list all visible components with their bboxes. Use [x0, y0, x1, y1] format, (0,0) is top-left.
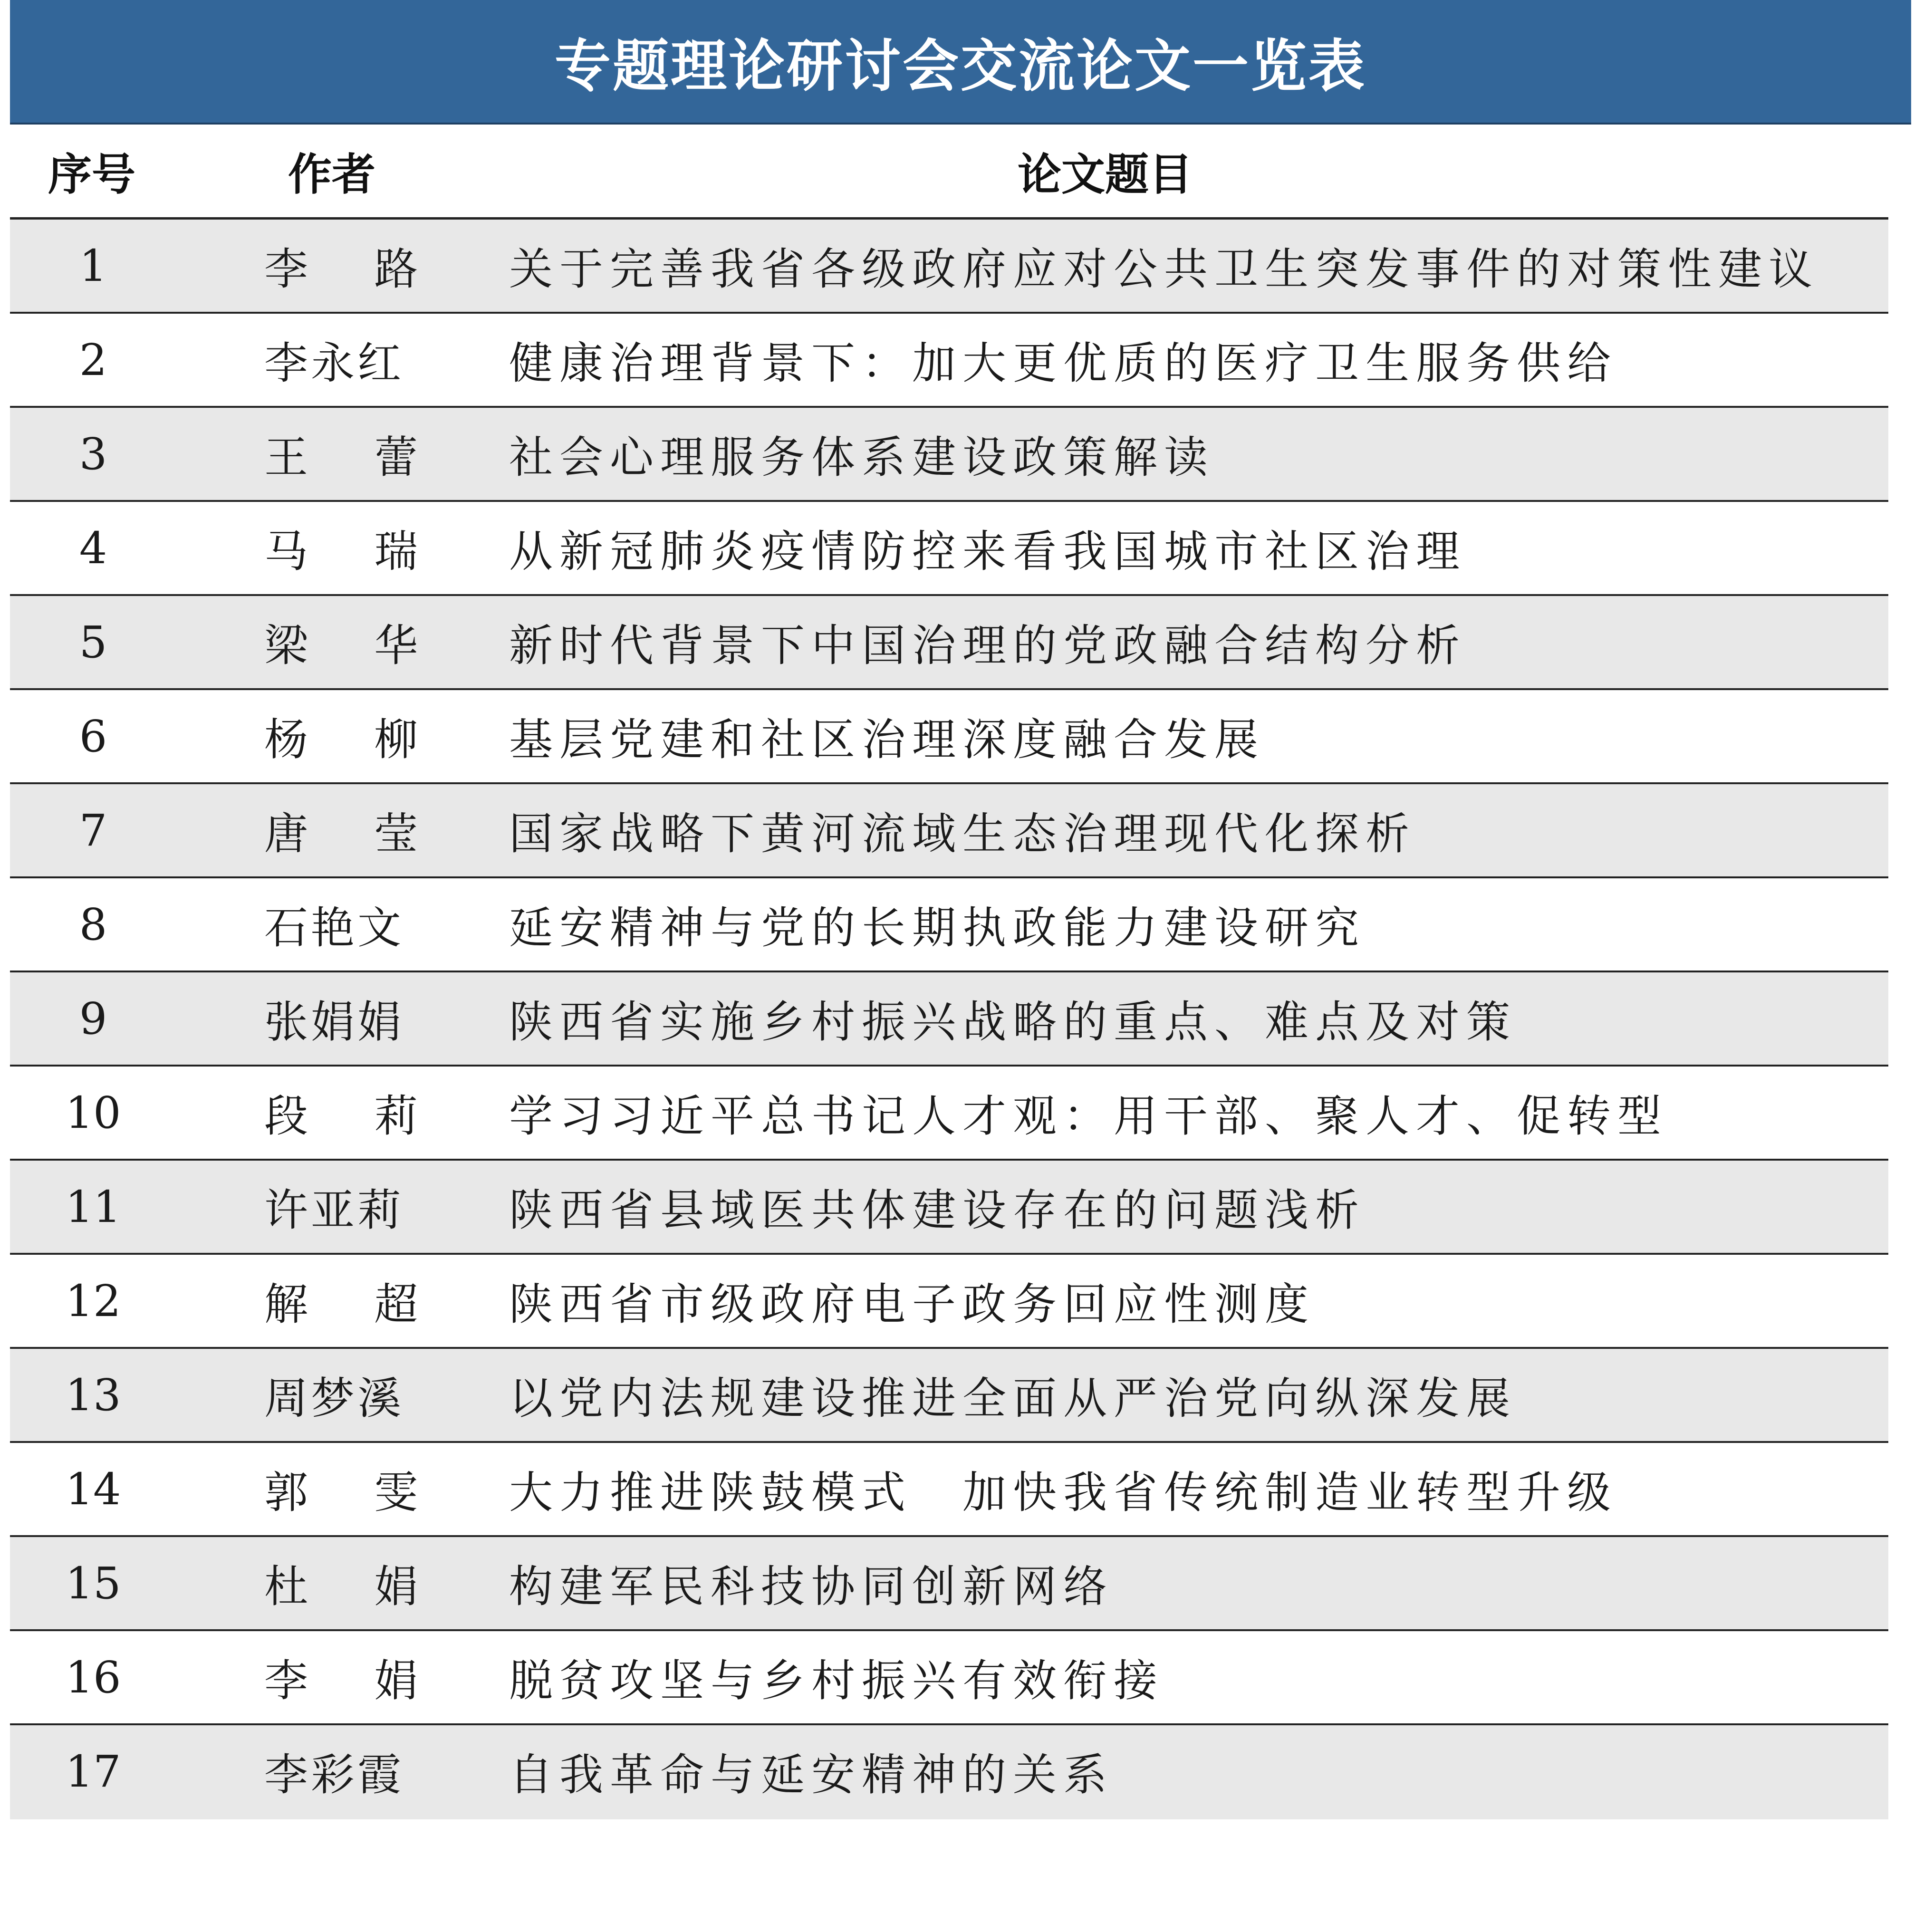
row-paper-title: 学习习近平总书记人才观：用干部、聚人才、促转型	[509, 1091, 1668, 1142]
row-author: 梁 华	[264, 620, 421, 671]
table-row	[10, 690, 1888, 784]
row-number: 14	[65, 1463, 121, 1515]
header-author: 作者	[288, 149, 376, 200]
table-row	[10, 878, 1888, 972]
table-row	[10, 1631, 1888, 1725]
row-number: 6	[79, 711, 107, 762]
row-paper-title: 新时代背景下中国治理的党政融合结构分析	[509, 620, 1467, 671]
table-row	[10, 972, 1888, 1067]
row-paper-title: 健康治理背景下：加大更优质的医疗卫生服务供给	[509, 338, 1618, 389]
row-author: 许亚莉	[264, 1185, 404, 1236]
row-paper-title: 陕西省市级政府电子政务回应性测度	[509, 1279, 1316, 1330]
row-number: 11	[65, 1181, 121, 1232]
title-bar	[10, 0, 1911, 125]
row-paper-title: 构建军民科技协同创新网络	[509, 1561, 1114, 1612]
table-row	[10, 784, 1888, 878]
table-header	[10, 125, 1888, 220]
row-paper-title: 延安精神与党的长期执政能力建设研究	[509, 903, 1366, 953]
row-author: 杨 柳	[264, 714, 421, 765]
row-paper-title: 陕西省县域医共体建设存在的问题浅析	[509, 1185, 1366, 1236]
row-author: 李 娟	[264, 1655, 421, 1706]
row-author: 石艳文	[264, 903, 404, 953]
table-row	[10, 314, 1888, 408]
table-row	[10, 1349, 1888, 1443]
row-author: 马 瑞	[264, 526, 421, 577]
row-number: 1	[79, 240, 107, 291]
row-number: 15	[65, 1557, 121, 1609]
table-row	[10, 1537, 1888, 1631]
row-number: 5	[79, 616, 107, 668]
row-author: 解 超	[264, 1279, 421, 1330]
header-no: 序号	[48, 149, 136, 200]
row-author: 李 路	[264, 244, 421, 295]
table-row	[10, 1725, 1888, 1819]
table-body	[10, 220, 1888, 1819]
row-number: 17	[65, 1746, 121, 1797]
table-row	[10, 502, 1888, 596]
row-number: 13	[65, 1369, 121, 1421]
row-author: 郭 雯	[264, 1467, 421, 1518]
row-number: 8	[79, 899, 107, 950]
table-row	[10, 1255, 1888, 1349]
row-number: 7	[79, 805, 107, 856]
table-row	[10, 1161, 1888, 1255]
table-row	[10, 408, 1888, 502]
row-number: 9	[79, 993, 107, 1044]
header-title: 论文题目	[1018, 149, 1193, 200]
table-row	[10, 596, 1888, 690]
row-paper-title: 社会心理服务体系建设政策解读	[509, 432, 1215, 483]
row-paper-title: 基层党建和社区治理深度融合发展	[509, 714, 1265, 765]
row-paper-title: 脱贫攻坚与乡村振兴有效衔接	[509, 1655, 1164, 1706]
row-author: 段 莉	[264, 1091, 421, 1142]
row-number: 10	[65, 1087, 121, 1138]
row-author: 李彩霞	[264, 1749, 404, 1800]
row-number: 16	[65, 1652, 121, 1703]
row-number: 4	[79, 522, 107, 574]
row-number: 3	[79, 428, 107, 480]
row-number: 12	[65, 1275, 121, 1326]
table-row	[10, 220, 1888, 314]
row-author: 王 蕾	[264, 432, 421, 483]
row-paper-title: 大力推进陕鼓模式 加快我省传统制造业转型升级	[509, 1467, 1618, 1518]
row-paper-title: 自我革命与延安精神的关系	[509, 1749, 1114, 1800]
row-author: 周梦溪	[264, 1373, 404, 1424]
row-author: 张娟娟	[264, 997, 404, 1048]
row-number: 2	[79, 334, 107, 385]
table-row	[10, 1067, 1888, 1161]
row-paper-title: 从新冠肺炎疫情防控来看我国城市社区治理	[509, 526, 1467, 577]
row-author: 李永红	[264, 338, 404, 389]
table-row	[10, 1443, 1888, 1537]
row-paper-title: 以党内法规建设推进全面从严治党向纵深发展	[509, 1373, 1517, 1424]
row-author: 杜 娟	[264, 1561, 421, 1612]
row-paper-title: 陕西省实施乡村振兴战略的重点、难点及对策	[509, 997, 1517, 1048]
row-paper-title: 关于完善我省各级政府应对公共卫生突发事件的对策性建议	[509, 244, 1819, 295]
row-author: 唐 莹	[264, 808, 421, 859]
page-title: 专题理论研讨会交流论文一览表	[554, 33, 1366, 99]
row-paper-title: 国家战略下黄河流域生态治理现代化探析	[509, 808, 1416, 859]
